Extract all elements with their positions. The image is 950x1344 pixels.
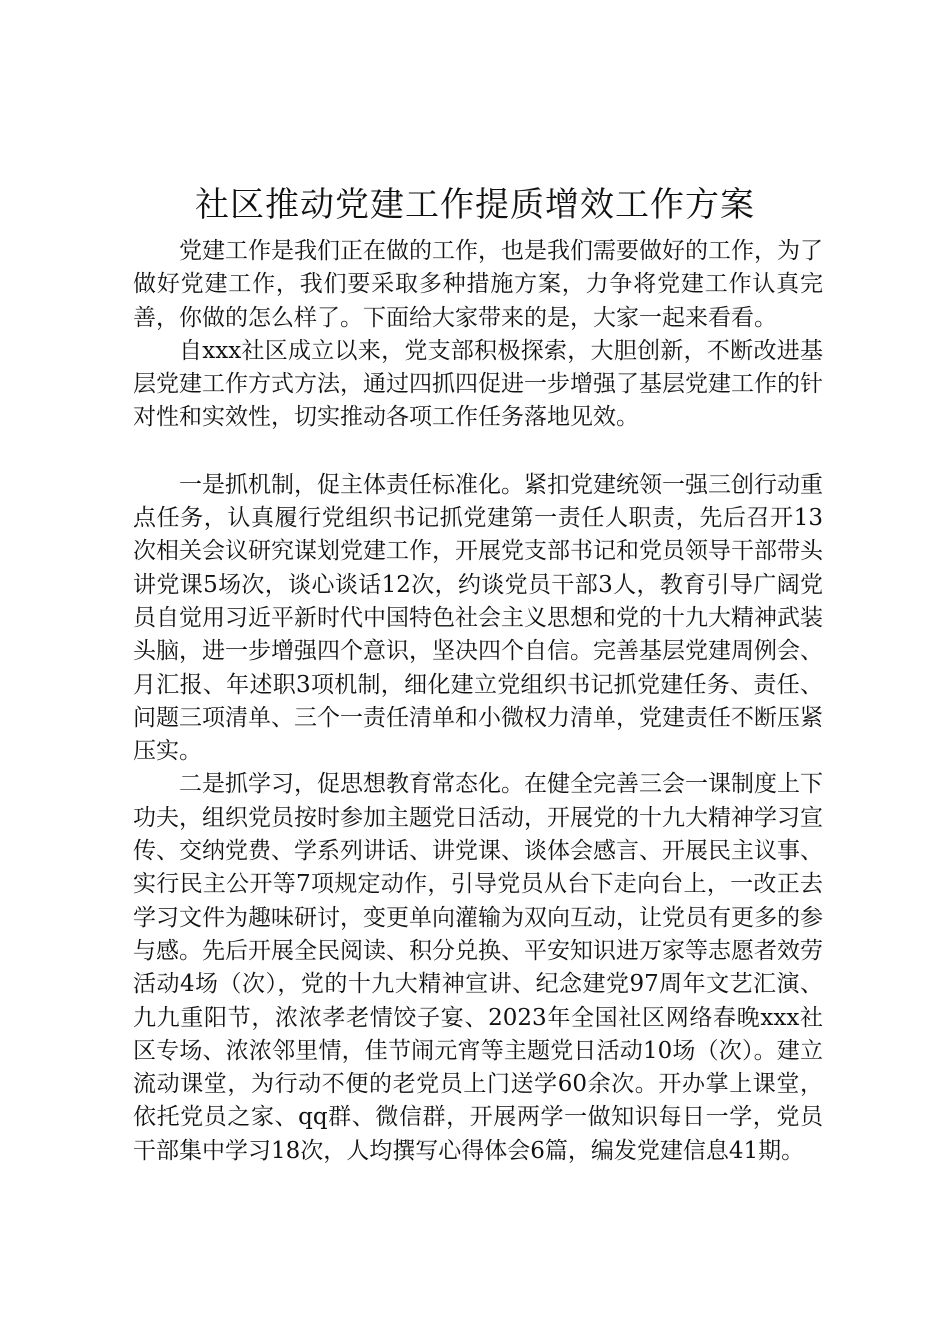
document-title: 社区推动党建工作提质增效工作方案 [195, 185, 755, 225]
study-paragraph: 二是抓学习，促思想教育常态化。在健全完善三会一课制度上下功夫，组织党员按时参加主题党日活动，开展党的十九大精神学习宣传、交纳党费、学系列讲话、讲党课、谈体会感言、开展民主议事、实行民主公开等7项规定动作，引导党员从台下走向台上，一改正去学习文件为趣味研讨，变更单向灌输为双向互动，让党员有更多的参与感。先后开展全民阅读、积分兑换、平安知识进万家等志愿者效劳活动4场（次），党的十九大精神宣讲、纪念建党97周年文艺汇演、九九重阳节，浓浓孝老情饺子宴、2023年全国社区网络春晚xxx社区专场、浓浓邻里情，佳节闹元宵等主题党日活动10场（次）。建立流动课堂，为行动不便的老党员上门送学60余次。开办掌上课堂，依托党员之家、qq群、微信群，开展两学一做知识每日一学，党员干部集中学习18次，人均撰写心得体会6篇，编发党建信息41期。 [133, 771, 823, 1164]
document-body [133, 235, 823, 1168]
intro-paragraph: 党建工作是我们正在做的工作，也是我们需要做好的工作，为了做好党建工作，我们要采取多种措施方案，力争将党建工作认真完善，你做的怎么样了。下面给大家带来的是，大家一起来看看。 [133, 238, 823, 331]
background-paragraph: 自xxx社区成立以来，党支部积极探索，大胆创新，不断改进基层党建工作方式方法，通过四抓四促进一步增强了基层党建工作的针对性和实效性，切实推动各项工作任务落地见效。 [133, 337, 823, 431]
mechanism-paragraph: 一是抓机制，促主体责任标准化。紧扣党建统领一强三创行动重点任务，认真履行党组织书记抓党建第一责任人职责，先后召开13次相关会议研究谋划党建工作，开展党支部书记和党员领导干部带头讲党课5场次，谈心谈话12次，约谈党员干部3人，教育引导广阔党员自觉用习近平新时代中国特色社会主义思想和党的十九大精神武装头脑，进一步增强四个意识，坚决四个自信。完善基层党建周例会、月汇报、年述职3项机制，细化建立党组织书记抓党建任务、责任、问题三项清单、三个一责任清单和小微权力清单，党建责任不断压紧压实。 [133, 471, 823, 765]
